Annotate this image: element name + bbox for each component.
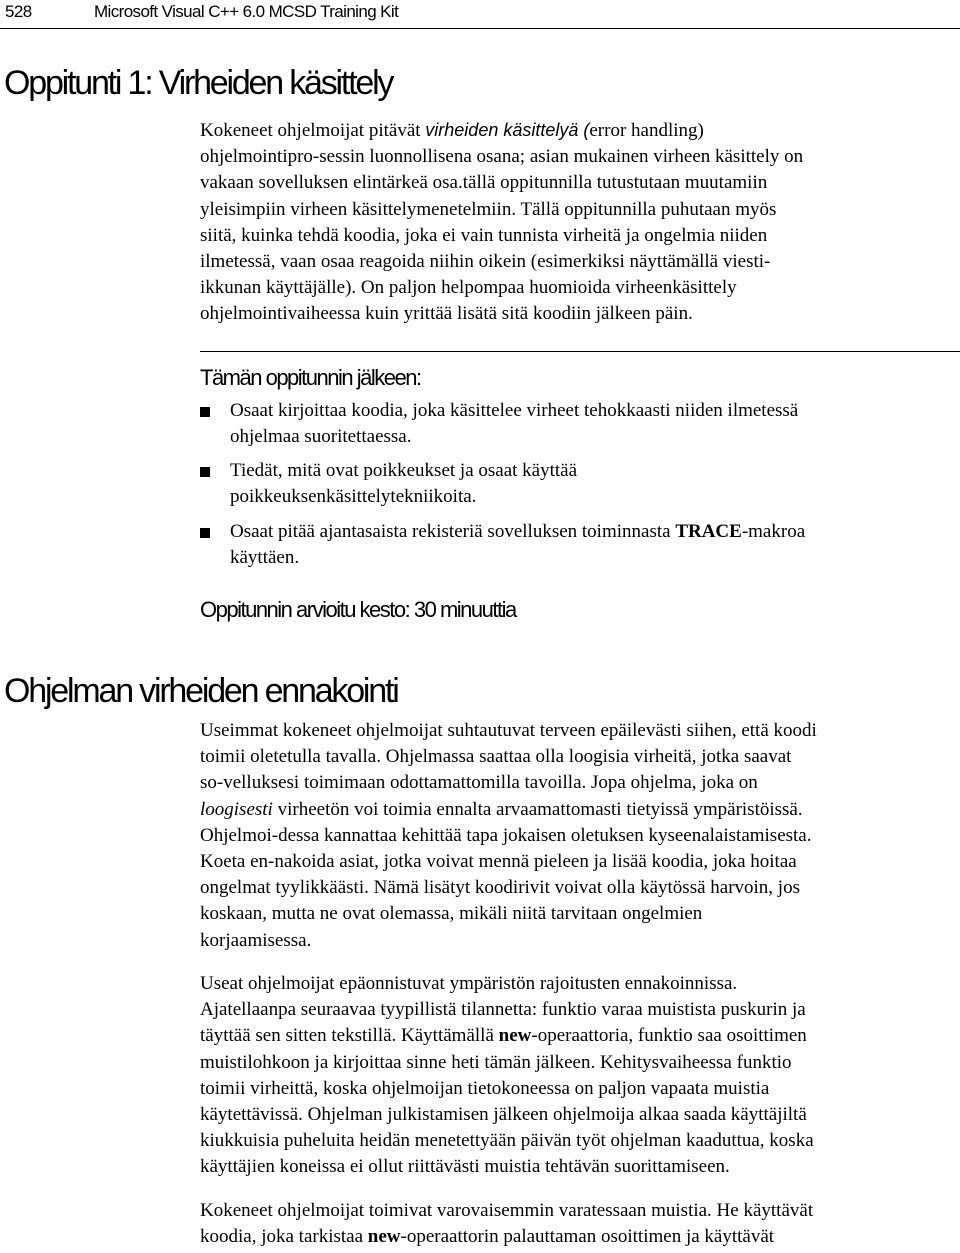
running-header — [0, 0, 960, 29]
code-term: new — [367, 1226, 401, 1248]
intro-line-7: ikkunan käyttäjälle). On paljon helpompaa huomioida virheenkäsittely — [200, 277, 737, 299]
lesson-title: Oppitunti 1: Virheiden käsittely — [4, 64, 393, 102]
section-rule — [200, 351, 960, 352]
bullet-square-icon — [200, 528, 210, 538]
emphasis-term: virheiden käsittelyä ( — [425, 120, 590, 140]
book-title: Microsoft Visual C++ 6.0 MCSD Training Kit — [94, 2, 399, 21]
intro-line-2: ohjelmointipro-sessin luonnollisena osana; asian mukainen virheen käsittely on — [200, 146, 804, 168]
body-paragraph-1: Useimmat kokeneet ohjelmoijat suhtautuvat terveen epäilevästi siihen, että koodi toimii oletetulla tavalla. Ohjelmassa saattaa olla loogisia virheitä, jotka saavat so-velluksesi toimimaan odottamattomilla tavoilla. Jopa ohjelma, joka on loogisesti virheetön voi toimia ennalta arvaamattomasti tietyissä ympäristöissä. Ohjelmoi-dessa kannattaa kehittää tapa jokaisen oletuksen kyseenalaistamisesta. Koeta en-nakoida asiat, jotka voivat mennä pieleen ja lisää koodia, joka hoitaa ongelmat tyylikkäästi. Nämä lisätyt koodirivit voivat olla käytössä harvoin, jos koskaan, mutta ne ovat olemassa, mikäli niitä tarvitaan ongelmien korjaamisessa. — [200, 720, 817, 951]
code-term: TRACE — [675, 521, 742, 542]
body-paragraph-2: Useat ohjelmoijat epäonnistuvat ympäristön rajoitusten ennakoinnissa. Ajatellaanpa seuraavaa tyypillistä tilannetta: funktio varaa muistista puskurin ja täyttää sen sitten tekstillä. Käyttämällä new-operaattoria, funktio saa osoittimen muistilohkoon ja kirjoittaa sinne heti tämän jälkeen. Kehitysvaiheessa funktio toimii virheittä, koska ohjelmoijan tietokoneessa on paljon vapaata muistia käytettävissä. Ohjelman julkistamisen jälkeen ohjelmoija alkaa saada käyttäjiltä kiukkuisia puheluita heidän menetettyään päivän työt ohjelman kaaduttua, koska käyttäjien koneissa ei ollut riittävästi muistia tehtävän suorittamiseen. — [200, 973, 814, 1178]
emphasis-term: loogisesti — [200, 798, 273, 820]
intro-paragraph — [200, 117, 958, 328]
intro-line-4: yleisimpiin virheen käsittelymenetelmiin. Tällä oppitunnilla puhutaan myös — [200, 198, 777, 220]
intro-line-3: vakaan sovelluksen elintärkeä osa.tällä oppitunnilla tutustutaan muutamiin — [200, 172, 768, 194]
intro-line-6: ilmetessä, vaan osaa reagoida niihin oikein (esimerkiksi näyttämällä viesti- — [200, 251, 771, 273]
intro-line-5: siitä, kuinka tehdä koodia, joka ei vain tunnista virheitä ja ongelmia niiden — [200, 224, 768, 246]
code-term: new — [498, 1025, 532, 1047]
duration-heading: Oppitunnin arvioitu kesto: 30 minuuttia — [200, 597, 516, 622]
page-number: 528 — [5, 2, 32, 21]
objectives-heading: Tämän oppitunnin jälkeen: — [200, 365, 421, 390]
body-paragraph-3: Kokeneet ohjelmoijat toimivat varovaisemmin varatessaan muistia. He käyttävät koodia, joka tarkistaa new-operaattorin palauttaman osoittimen ja käyttävät — [200, 1200, 814, 1248]
section-title: Ohjelman virheiden ennakointi — [4, 672, 398, 710]
intro-line-8: ohjelmointivaiheessa kuin yrittää lisätä sitä koodiin jälkeen päin. — [200, 303, 693, 325]
intro-line-1: Kokeneet ohjelmoijat pitävät virheiden käsittelyä (error handling) — [200, 120, 704, 141]
bullet-square-icon — [200, 467, 210, 477]
bullet-square-icon — [200, 407, 210, 417]
